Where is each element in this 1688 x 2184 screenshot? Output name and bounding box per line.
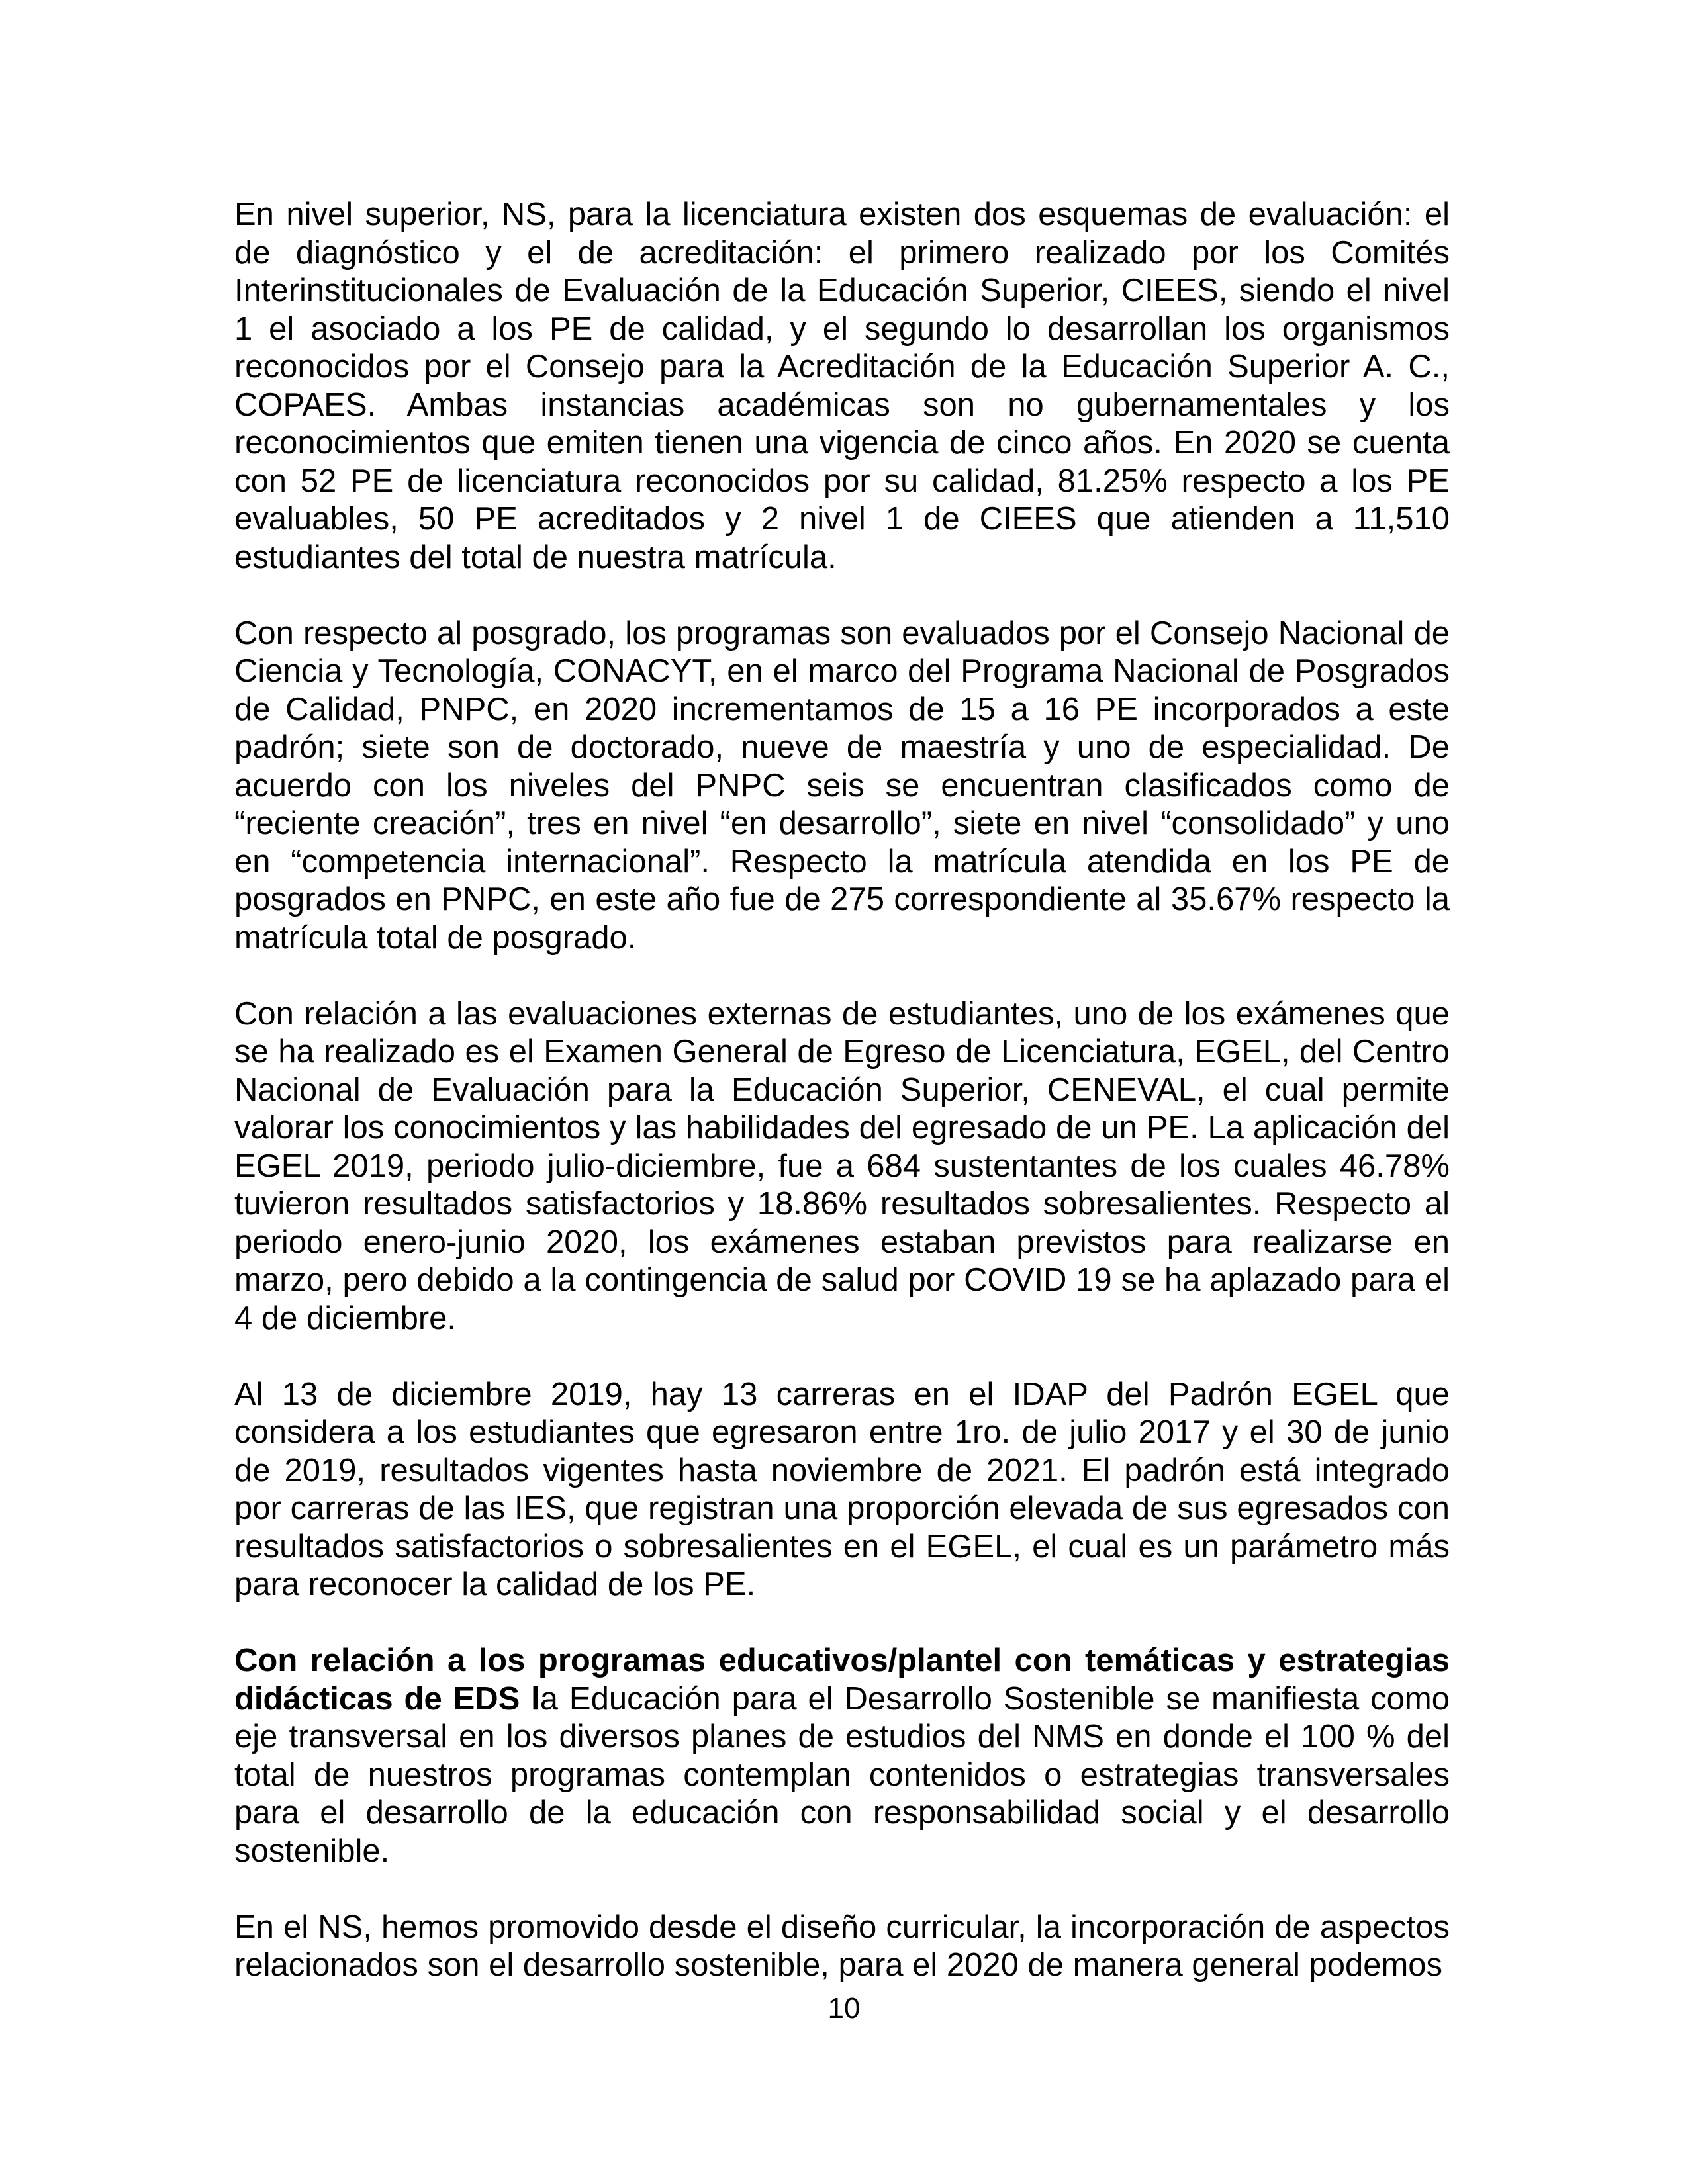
paragraph-posgrado-pnpc: Con respecto al posgrado, los programas son evaluados por el Consejo Nacional de Ciencia y Tecnología, CONACYT, en el marco del Programa Nacional de Posgrados de Calidad, PNPC, en 2020 incrementamos de 15 a 16 PE incorporados a este padrón; siete son de doctorado, nueve de maestría y uno de especialidad. De acuerdo con los niveles del PNPC seis se encuentran clasificados como de “reciente creación”, tres en nivel “en desarrollo”, siete en nivel “consolidado” y uno en “competencia internacional”. Respecto la matrícula atendida en los PE de posgrados en PNPC, en este año fue de 275 correspondiente al 35.67% respecto la matrícula total de posgrado. <box>234 615 1450 956</box>
paragraph-padron-egel: Al 13 de diciembre 2019, hay 13 carreras en el IDAP del Padrón EGEL que considera a los estudiantes que egresaron entre 1ro. de julio 2017 y el 30 de junio de 2019, resultados vigentes hasta noviembre de 2021. El padrón está integrado por carreras de las IES, que registran una proporción elevada de sus egresados con resultados satisfactorios o sobresalientes en el EGEL, el cual es un parámetro más para reconocer la calidad de los PE. <box>234 1376 1450 1602</box>
paragraph-evaluacion-licenciatura: En nivel superior, NS, para la licenciatura existen dos esquemas de evaluación: el de diagnóstico y el de acreditación: el primero realizado por los Comités Interinstitucionales de Evaluación de la Educación Superior, CIEES, siendo el nivel 1 el asociado a los PE de calidad, y el segundo lo desarrollan los organismos reconocidos por el Consejo para la Acreditación de la Educación Superior A. C., COPAES. Ambas instancias académicas son no gubernamentales y los reconocimientos que emiten tienen una vigencia de cinco años. En 2020 se cuenta con 52 PE de licenciatura reconocidos por su calidad, 81.25% respecto a los PE evaluables, 50 PE acreditados y 2 nivel 1 de CIEES que atienden a 11,510 estudiantes del total de nuestra matrícula. <box>234 197 1450 575</box>
paragraph-eds <box>234 1642 1450 1870</box>
paragraph-eds-text: a Educación para el Desarrollo Sostenible se manifiesta como eje transversal en los diversos planes de estudios del NMS en donde el 100 % del total de nuestros programas contemplan contenidos o estrategias transversales para el desarrollo de la educación con responsabilidad social y el desarrollo sostenible. <box>234 1680 1450 1869</box>
paragraph-ns-diseno-curricular: En el NS, hemos promovido desde el diseño curricular, la incorporación de aspectos relacionados son el desarrollo sostenible, para el 2020 de manera general podemos <box>234 1909 1450 1983</box>
paragraph-eds-bold-lead: Con relación a los programas educativos/plantel con temáticas y estrategias didácticas de EDS l <box>234 1643 1450 1717</box>
paragraph-egel-evaluaciones: Con relación a las evaluaciones externas de estudiantes, uno de los exámenes que se ha realizado es el Examen General de Egreso de Licenciatura, EGEL, del Centro Nacional de Evaluación para la Educación Superior, CENEVAL, el cual permite valorar los conocimientos y las habilidades del egresado de un PE. La aplicación del EGEL 2019, periodo julio-diciembre, fue a 684 sustentantes de los cuales 46.78% tuvieron resultados satisfactorios y 18.86% resultados sobresalientes. Respecto al periodo enero-junio 2020, los exámenes estaban previstos para realizarse en marzo, pero debido a la contingencia de salud por COVID 19 se ha aplazado para el 4 de diciembre. <box>234 995 1450 1336</box>
document-body <box>234 196 1450 2023</box>
page-number: 10 <box>827 1992 861 2025</box>
